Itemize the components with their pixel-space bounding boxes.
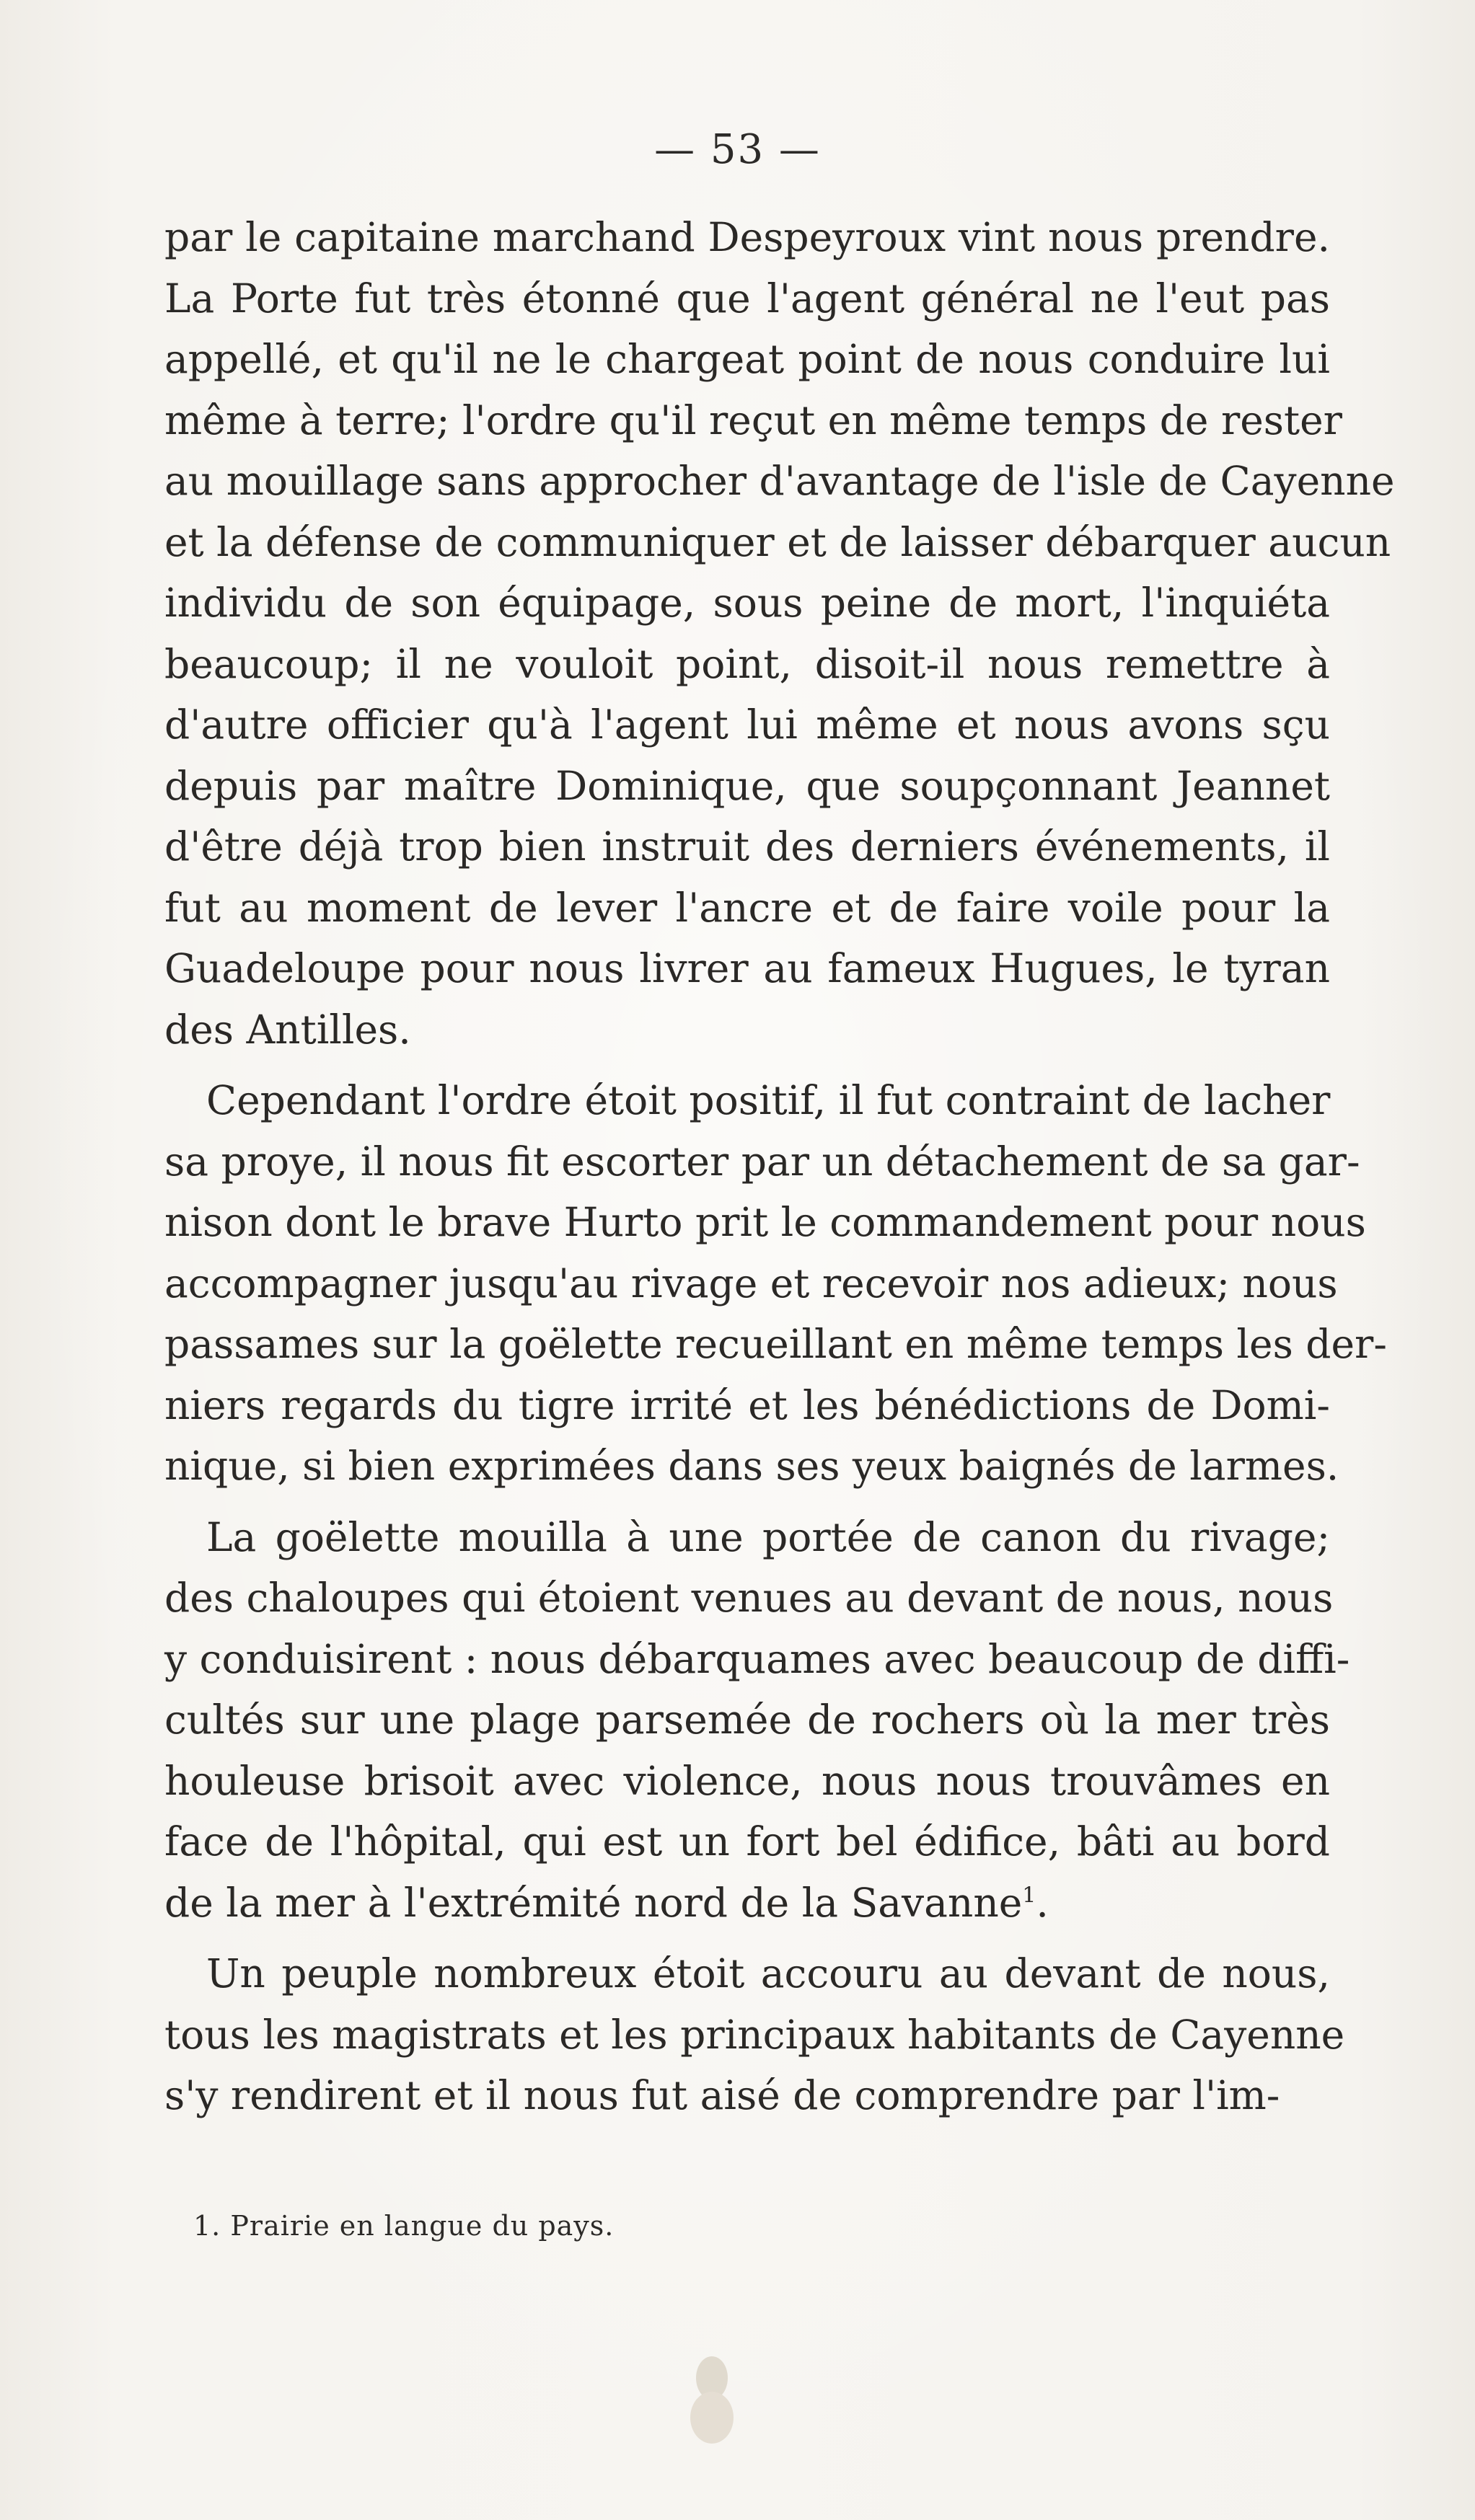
text-line [164,390,1342,451]
trailing-punctuation: . [1036,1879,1049,1926]
text-line-content: nison dont le brave Hurto prit le commandement pour nous [164,1199,1366,1245]
text-line-content: au mouillage sans approcher d'avantage de l'isle de Cayenne [164,458,1395,504]
text-line [164,1192,1366,1253]
footnote: 1. Prairie en langue du pays. [193,2210,615,2242]
text-line [164,1751,1330,1812]
text-line [164,1253,1338,1314]
text-line [164,1873,1330,1934]
text-line [164,2065,1330,2126]
text-line-content: Un peuple nombreux étoit accouru au devant de nous, [206,1950,1330,1997]
text-line-content: passames sur la goëlette recueillant en même temps les der- [164,1321,1387,1367]
text-line-content: sa proye, il nous fit escorter par un détachement de sa gar- [164,1138,1360,1185]
text-line [164,329,1330,390]
text-line-content: d'autre officier qu'à l'agent lui même et nous avons sçu [164,702,1330,748]
text-line-content: Cependant l'ordre étoit positif, il fut contraint de lacher [206,1077,1331,1123]
text-line [164,1375,1330,1436]
text-line [164,634,1330,695]
text-line [164,207,1330,268]
text-line-content: houleuse brisoit avec violence, nous nous trouvâmes en [164,1757,1330,1804]
text-line-content: des Antilles. [164,1006,411,1053]
text-line [164,1131,1360,1193]
text-line-content: face de l'hôpital, qui est un fort bel édifice, bâti au bord [164,1818,1330,1865]
text-line-content: accompagner jusqu'au rivage et recevoir nos adieux; nous [164,1260,1338,1307]
text-line [164,451,1395,512]
text-line [164,756,1330,817]
footnote-marker: 1 [1022,1883,1036,1909]
text-line-content: appellé, et qu'il ne le chargeat point de nous conduire lui [164,336,1330,382]
printer-ornament-icon [672,2349,752,2450]
paragraph [164,207,1395,1060]
text-line-content: y conduisirent : nous débarquames avec beaucoup de diffi- [164,1635,1350,1682]
text-line-content: cultés sur une plage parsemée de rochers où la mer très [164,1697,1330,1743]
text-line [164,1629,1350,1690]
body-text [164,207,1395,2126]
page-number: — 53 — [654,126,821,173]
text-line-content: La goëlette mouilla à une portée de canon du rivage; [206,1513,1330,1560]
text-line [164,1507,1330,1568]
text-line-content: et la défense de communiquer et de laisser débarquer aucun [164,518,1391,565]
text-line [164,512,1391,573]
text-line-content: niers regards du tigre irrité et les bénédictions de Domi- [164,1381,1330,1428]
text-line [164,1568,1334,1629]
text-line [164,1811,1330,1873]
text-line-content: fut au moment de lever l'ancre et de faire voile pour la [164,884,1330,931]
text-line-content: d'être déjà trop bien instruit des derniers événements, il [164,823,1330,870]
paragraph [164,1070,1387,1497]
paragraph [164,1943,1345,2126]
paragraph-gap [164,1497,1330,1507]
text-line-content: depuis par maître Dominique, que soupçonnant Jeannet [164,762,1330,809]
paragraph [164,1507,1350,1934]
text-line-content: des chaloupes qui étoient venues au devant de nous, nous [164,1575,1334,1621]
text-line-content: beaucoup; il ne vouloit point, disoit-il nous remettre à [164,640,1330,687]
text-line-content: nique, si bien exprimées dans ses yeux baignés de larmes. [164,1443,1339,1489]
text-line [164,1943,1330,2004]
text-line-content: individu de son équipage, sous peine de mort, l'inquiéta [164,580,1330,626]
text-line-content: La Porte fut très étonné que l'agent général ne l'eut pas [164,275,1330,322]
text-line [164,999,1330,1061]
text-line-content: Guadeloupe pour nous livrer au fameux Hugues, le tyran [164,945,1330,991]
text-line [164,268,1330,330]
text-line-content: même à terre; l'ordre qu'il reçut en même temps de rester [164,397,1342,443]
text-line-content: s'y rendirent et il nous fut aisé de comprendre par l'im- [164,2072,1280,2118]
text-line [164,1436,1339,1497]
paragraph-gap [164,1060,1330,1070]
text-line [164,1314,1387,1375]
text-line [164,572,1330,634]
text-line [164,694,1330,756]
text-line-content: par le capitaine marchand Despeyroux vint nous prendre. [164,214,1330,260]
text-line [164,816,1330,877]
text-line [164,1070,1330,1131]
text-line [164,877,1330,939]
text-line-content: de la mer à l'extrémité nord de la Savanne [164,1879,1023,1926]
text-line-content: tous les magistrats et les principaux habitants de Cayenne [164,2011,1345,2058]
text-line [164,1689,1330,1751]
text-line [164,2004,1345,2066]
paragraph-gap [164,1933,1330,1943]
text-line [164,938,1330,999]
